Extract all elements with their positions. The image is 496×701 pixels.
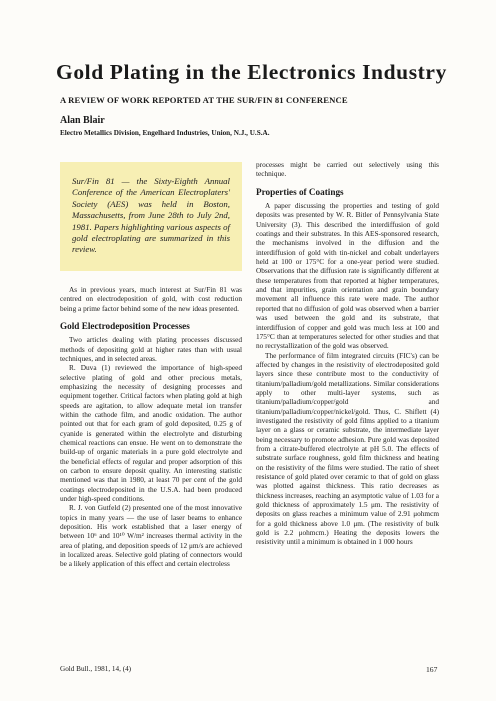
left-column	[60, 160, 242, 569]
author-affiliation: Electro Metallics Division, Engelhard Industries, Union, N.J., U.S.A.	[60, 129, 270, 137]
callout-text: Sur/Fin 81 — the Sixty-Eighth Annual Conference of the American Electroplaters' Society (AES) was held in Boston, Massachusetts, from June 28th to July 2nd, 1981. Papers highlighting various aspects of gold electroplating are summarized in this review.	[72, 176, 230, 255]
page-number: 167	[426, 665, 438, 674]
right-column	[256, 160, 439, 547]
author-name: Alan Blair	[60, 115, 105, 126]
body-paragraph: R. J. von Gutfeld (2) presented one of the most innovative topics in many years — the use of laser beams to enhance deposition. His work established that a laser energy of between 10⁶ and 10¹⁰ W/m² increases thermal activity in the area of plating, and deposition speeds of 12 μm/s are achieved in localized areas. Selective gold plating of connectors would be a likely application of this effect and certain electroless	[60, 503, 242, 569]
article-subtitle: A REVIEW OF WORK REPORTED AT THE SUR/FIN 81 CONFERENCE	[60, 95, 348, 105]
intro-paragraph: As in previous years, much interest at Sur/Fin 81 was centred on electrodeposition of gold, with cost reduction being a prime factor behind some of the new ideas presented.	[60, 284, 242, 313]
conference-callout-box	[60, 162, 242, 271]
body-paragraph: The performance of film integrated circuits (FIC's) can be affected by changes in the resistivity of electrodeposited gold layers since these contribute most to the conductivity of titanium/palladium/gold metallizations. Similar considerations apply to other multi-layer systems, such as titanium/palladium/copper/gold and titanium/palladium/copper/nickel/gold. Thus, C. Shiflett (4) investigated the resistivity of gold films applied to a titanium layer on a glass or ceramic substrate, the intermediate layer being necessary to promote adhesion. Pure gold was deposited from a citrate-buffered electrolyte at pH 5.0. The effects of substrate surface roughness, gold film thickness and heating on the resistivity of the films were studied. The ratio of sheet resistance of gold plated over ceramic to that of gold on glass was plotted against thickness. This ratio decreases as thickness increases, reaching an asymptotic value of 1.03 for a gold thickness of approximately 1.5 μm. The resistivity of deposits on glass reaches a minimum value of 2.91 μohmcm for a gold thickness above 1.0 μm. (The resistivity of bulk gold is 2.2 μohmcm.) Heating the deposits lowers the resistivity until a minimum is obtained in 1 000 hours	[256, 350, 439, 547]
body-paragraph: R. Duva (1) reviewed the importance of high-speed selective plating of gold and other precious metals, emphasizing the necessity of designing processes and equipment together. Critical factors when plating gold at high speeds are agitation, to allow adequate metal ion transfer within the cathode film, and anodic oxidation. The author pointed out that for each gram of gold deposited, 0.25 g of cyanide is generated within the electrolyte and disturbing chemical reactions can ensue. He went on to demonstrate the build-up of organic materials in a pure gold electrolyte and the beneficial effects of regular and proper adsorption of this on carbon to ensure deposit quality. An interesting statistic mentioned was that in 1980, at least 70 per cent of the gold coatings electrodeposited in the U.S.A. had been produced under high-speed conditions.	[60, 363, 242, 504]
section-heading-properties: Properties of Coatings	[256, 186, 344, 197]
journal-citation: Gold Bull., 1981, 14, (4)	[60, 665, 132, 673]
article-title: Gold Plating in the Electronics Industry	[56, 60, 447, 84]
body-paragraph: A paper discussing the properties and testing of gold deposits was presented by W. R. Bitler of Pennsylvania State University (3). This described the interdiffusion of gold coatings and their substrates. In this AES-sponsored research, the mechanisms involved in the diffusion and the interdiffusion of gold with tin-nickel and cobalt underlayers held at 100 or 175°C for a one-year period were studied. Observations that the diffusion rate is significantly different at these temperatures from that reported at higher temperatures, and that impurities, grain orientation and grain boundary movement all influence this rate were made. The author reported that no diffusion of gold was observed when a barrier was used between the gold and its substrate, that interdiffusion of copper and gold was much less at 100 and 175°C than at temperatures selected for other studies and that no recrystallization of the gold was observed.	[256, 201, 439, 351]
section-heading-processes: Gold Electrodeposition Processes	[60, 320, 190, 331]
body-paragraph: Two articles dealing with plating processes discussed methods of depositing gold at higher rates than with usual techniques, and in selected areas.	[60, 335, 242, 363]
continuation-paragraph: processes might be carried out selectively using this technique.	[256, 160, 439, 179]
